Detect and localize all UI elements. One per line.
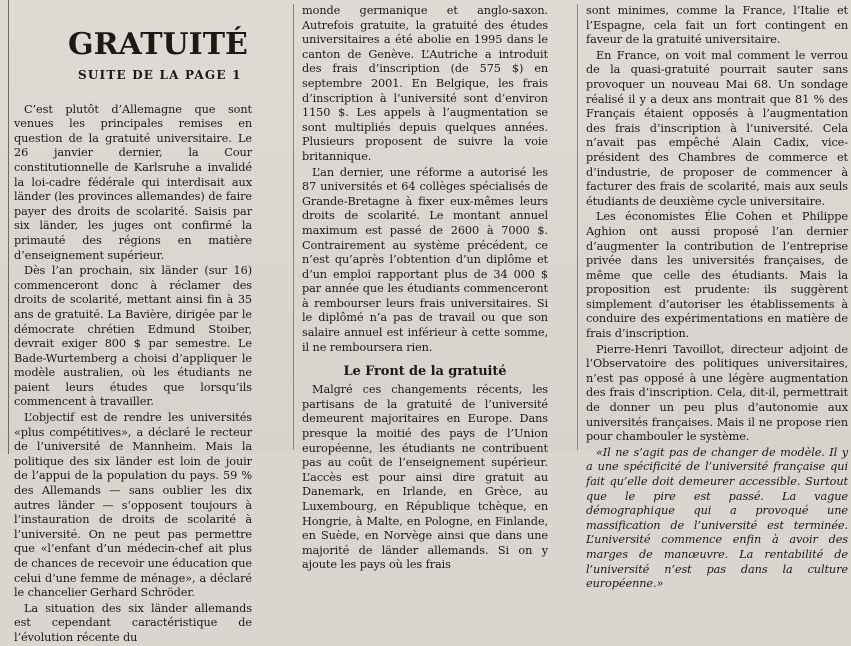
column-rule-middle — [293, 4, 294, 450]
column-rule-left — [8, 0, 9, 454]
subheading: Le Front de la gratuité — [343, 364, 507, 380]
article-column-3 — [586, 4, 848, 591]
paragraph: L’objectif est de rendre les universités «plus compétitives», a déclaré le recteur de l’université de Mannheim. Mais la politique des six länder est loin de jouir de l’appui de la population du pays. 59 % des Allemands — sans oublier les dix autres länder — s’opposent toujours à l’instauration de droits de scolarité à l’université. On ne peut pas permettre que «l’enfant d’un médecin-chef ait plus de chances de recevoir une éducation que celui d’une femme de ménage», a déclaré le chancelier Gerhard Schröder. — [14, 411, 253, 600]
paragraph: Malgré ces changements récents, les partisans de la gratuité de l’université demeurent majoritaires en Europe. Dans presque la moitié des pays de l’Union européenne, les étudiants ne contribuent pas au coût de l’enseignement supérieur. L’accès est pour ainsi dire gratuit au Danemark, en Irlande, en Grèce, au Luxembourg, en République tchèque, en Hongrie, à Malte, en Pologne, en Finlande, en Suède, en Norvège ainsi que dans une majorité de länder allemands. Si on y ajoute les pays où les frais — [302, 383, 548, 572]
paragraph: Dès l’an prochain, six länder (sur 16) commenceront donc à réclamer des droits de scolarité, mettant ainsi fin à 35 ans de gratuité. La Bavière, dirigée par le démocrate chrétien Edmund Stoiber, devrait exiger 800 $ par semestre. Le Bade-Wurtemberg a choisi d’appliquer le modèle australien, où les étudiants ne paient leurs études que lorsqu’ils commencent à travailler. — [14, 264, 252, 409]
paragraph: monde germanique et anglo-saxon. Autrefois gratuite, la gratuité des études universitaires a été abolie en 1995 dans le canton de Genève. L’Autriche a introduit des frais d’inscription (de 575 $) en septembre 2001. En Belgique, les frais d’inscription à l’université sont d’environ 1150 $. Les appels à l’augmentation se sont multipliés depuis quelques années. Plusieurs proposent de suivre la voie britannique. — [302, 4, 548, 163]
pull-quote: «Il ne s’agit pas de changer de modèle. Il y a une spécificité de l’université française qui fait qu’elle doit demeurer accessible. Surtout que le pire est passé. La vague démographique qui a provoqué une massification de l’université est terminée. L’université commence enfin à avoir des marges de manœuvre. La rentabilité de l’université n’est pas dans la culture européenne.» — [586, 445, 848, 591]
paragraph: Les économistes Élie Cohen et Philippe Aghion ont aussi proposé l’an dernier d’augmenter la contribution de l’entreprise privée dans les universités françaises, de même que celle des étudiants. Mais la proposition est prudente: ils suggèrent simplement d’autoriser les établissements à conduire des expérimentations en matière de frais d’inscription. — [586, 210, 848, 341]
paragraph: En France, on voit mal comment le verrou de la quasi-gratuité pourrait sauter sans provoquer un nouveau Mai 68. Un sondage réalisé il y a deux ans montrait que 81 % des Français étaient opposés à l’augmentation des frais d’inscription à l’université. Cela n’avait pas empêché Alain Cadix, vice-président des Chambres de commerce et d’industrie, de proposer de commencer à facturer des frais de scolarité, mais aux seuls étudiants de deuxième cycle universitaire. — [586, 48, 848, 208]
kicker: SUITE DE LA PAGE 1 — [78, 68, 242, 82]
article-column-2 — [302, 4, 548, 572]
paragraph: C’est plutôt d’Allemagne que sont venues les principales remises en question de la gratuité universitaire. Le 26 janvier dernier, la Cour constitutionnelle de Karlsruhe a invalidé la loi-cadre fédérale qui interdisait aux länder (les provinces allemandes) de faire payer des droits de scolarité. Saisis par six länder, les juges ont confirmé la primauté des régions en matière d’enseignement supérieur. — [14, 102, 252, 262]
paragraph: La situation des six länder allemands est cependant caractéristique de l’évolution récente du — [14, 601, 252, 644]
column-rule-right — [577, 4, 578, 450]
article-column-1 — [14, 4, 253, 644]
headline: GRATUITÉ — [68, 27, 248, 62]
paragraph: L’an dernier, une réforme a autorisé les 87 universités et 64 collèges spécialisés de Grande-Bretagne à fixer eux-mêmes leurs droits de scolarité. Le montant annuel maximum est passé de 2600 à 7000 $. Contrairement au système précédent, ce n’est qu’après l’obtention d’un diplôme et d’un emploi rapportant plus de 34 000 $ par année que les étudiants commenceront à rembourser leurs frais universitaires. Si le diplômé n’a pas de travail ou que son salaire annuel est inférieur à cette somme, il ne remboursera rien. — [302, 165, 548, 354]
paragraph: Pierre-Henri Tavoillot, directeur adjoint de l’Observatoire des politiques universitaires, n’est pas opposé à une légère augmentation des frais d’inscription. Cela, dit-il, permettrait de donner un peu plus d’autonomie aux universités françaises. Mais il ne propose rien pour chambouler le système. — [586, 342, 848, 444]
paragraph: sont minimes, comme la France, l’Italie et l’Espagne, cela fait un fort contingent en faveur de la gratuité universitaire. — [586, 4, 848, 47]
